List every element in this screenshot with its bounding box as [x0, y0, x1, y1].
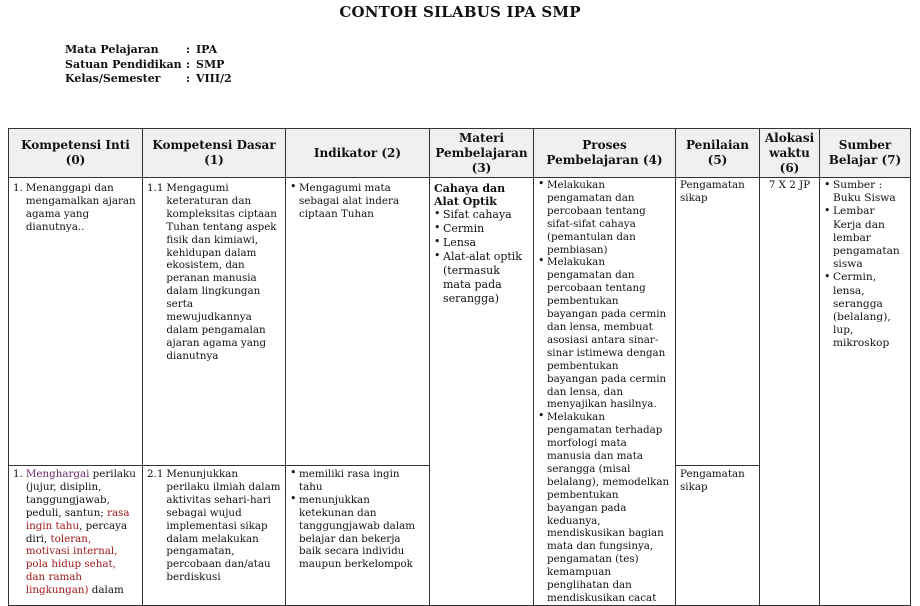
cell-ki [9, 466, 143, 606]
ki-highlight: Menghargai [25, 468, 90, 481]
page-title: CONTOH SILABUS IPA SMP [339, 3, 581, 21]
penilaian-text: Pengamatan sikap [680, 179, 745, 204]
materi-item: • Sifat cahaya [434, 208, 529, 222]
ki-text-part: , percaya diri, [25, 519, 128, 545]
ki-text-part: dalam [88, 584, 124, 597]
table-row [9, 178, 911, 466]
sumber-item: • Sumber : Buku Siswa [824, 179, 906, 205]
ki-number: 1. [13, 468, 23, 481]
header-materi: Materi Pembelajaran (3) [430, 129, 534, 178]
header-sumber: Sumber Belajar (7) [820, 129, 911, 178]
meta-colon: : [186, 43, 191, 56]
meta-value: SMP [196, 57, 225, 71]
table-header-row [9, 129, 911, 178]
materi-item: • Cermin [434, 222, 529, 236]
sumber-item: • Lembar Kerja dan lembar pengamatan siswa [824, 205, 906, 271]
kd-number: 2.1 [147, 468, 164, 481]
meta-label: Mata Pelajaran [65, 43, 159, 56]
ki-text-part: perilaku (jujur, disiplin, tanggungjawab, peduli, santun; [25, 468, 136, 519]
header-kd: Kompetensi Dasar (1) [143, 129, 286, 178]
kd-text: Mengagumi keteraturan dan kompleksitas ciptaan Tuhan tentang aspek fisik dan kimiawi, kehidupan dalam ekosistem, dan peranan manusia dalam lingkungan serta mewujudkannya dalam pengamalan ajaran agama yang dianutnya [166, 182, 277, 362]
materi-item: • Alat-alat optik (termasuk mata pada serangga) [434, 250, 529, 306]
meta-value: IPA [196, 43, 218, 56]
syllabus-meta [65, 43, 232, 87]
indikator-item: • Mengagumi mata sebagai alat indera ciptaan Tuhan [290, 182, 425, 221]
cell-kd [143, 178, 286, 466]
meta-row-class [65, 72, 232, 87]
indikator-item: • memiliki rasa ingin tahu [290, 468, 425, 494]
cell-sumber [820, 178, 911, 606]
cell-kd [143, 466, 286, 606]
cell-ki [9, 178, 143, 466]
header-indikator: Indikator (2) [286, 129, 430, 178]
materi-item: • Lensa [434, 236, 529, 250]
header-alokasi: Alokasi waktu (6) [760, 129, 820, 178]
kd-text: Menunjukkan perilaku ilmiah dalam aktivitas sehari-hari sebagai wujud implementasi sikap dalam melakukan pengamatan, percobaan dan/atau berdiskusi [166, 468, 281, 584]
ki-text: Menanggapi dan mengamalkan ajaran agama yang dianutnya.. [25, 182, 136, 233]
meta-label: Kelas/Semester [65, 72, 161, 85]
proses-item: • Melakukan pengamatan dan percobaan tentang pembentukan bayangan pada cermin dan lensa, membuat asosiasi antara sinar-sinar istimewa dengan pembentukan bayangan pada cermin dan lensa, dan menyajikan hasilnya. [538, 256, 671, 411]
cell-penilaian [676, 178, 760, 466]
proses-item: • Melakukan pengamatan terhadap morfologi mata manusia dan mata serangga (misal belalang), memodelkan pembentukan bayangan pada keduanya, mendiskusikan bagian mata dan fungsinya, pengamatan (tes) kemampuan penglihatan dan mendiskusikan cacat [538, 411, 671, 605]
meta-row-school [65, 58, 232, 73]
ki-highlight: rasa ingin tahu [25, 506, 130, 532]
kd-number: 1.1 [147, 182, 164, 194]
cell-materi [430, 178, 534, 606]
cell-proses [534, 178, 676, 606]
cell-penilaian [676, 466, 760, 606]
alokasi-text: 7 X 2 JP [768, 179, 811, 191]
sumber-item: • Cermin, lensa, serangga (belalang), lup, mikroskop [824, 271, 906, 350]
proses-item: • Melakukan pengamatan dan percobaan tentang sifat-sifat cahaya (pemantulan dan pembiasan) [538, 179, 671, 256]
meta-value: VIII/2 [196, 72, 232, 85]
ki-highlight: toleran, motivasi internal, pola hidup sehat, dan ramah lingkungan) [25, 532, 118, 597]
syllabus-table [8, 128, 911, 606]
header-penilaian: Penilaian (5) [676, 129, 760, 178]
penilaian-text: Pengamatan sikap [680, 468, 745, 493]
meta-colon: : [186, 72, 191, 85]
cell-indikator [286, 466, 430, 606]
header-proses: Proses Pembelajaran (4) [534, 129, 676, 178]
cell-alokasi [760, 178, 820, 606]
ki-number: 1. [13, 182, 23, 194]
indikator-item: • menunjukkan ketekunan dan tanggungjawab dalam belajar dan bekerja baik secara individu maupun berkelompok [290, 494, 425, 571]
header-ki: Kompetensi Inti (0) [9, 129, 143, 178]
meta-colon: : [186, 57, 191, 71]
meta-row-subject [65, 43, 232, 58]
materi-heading: Cahaya dan Alat Optik [434, 182, 506, 208]
meta-label: Satuan Pendidikan [65, 57, 182, 71]
cell-indikator [286, 178, 430, 466]
ki-text [26, 468, 138, 597]
